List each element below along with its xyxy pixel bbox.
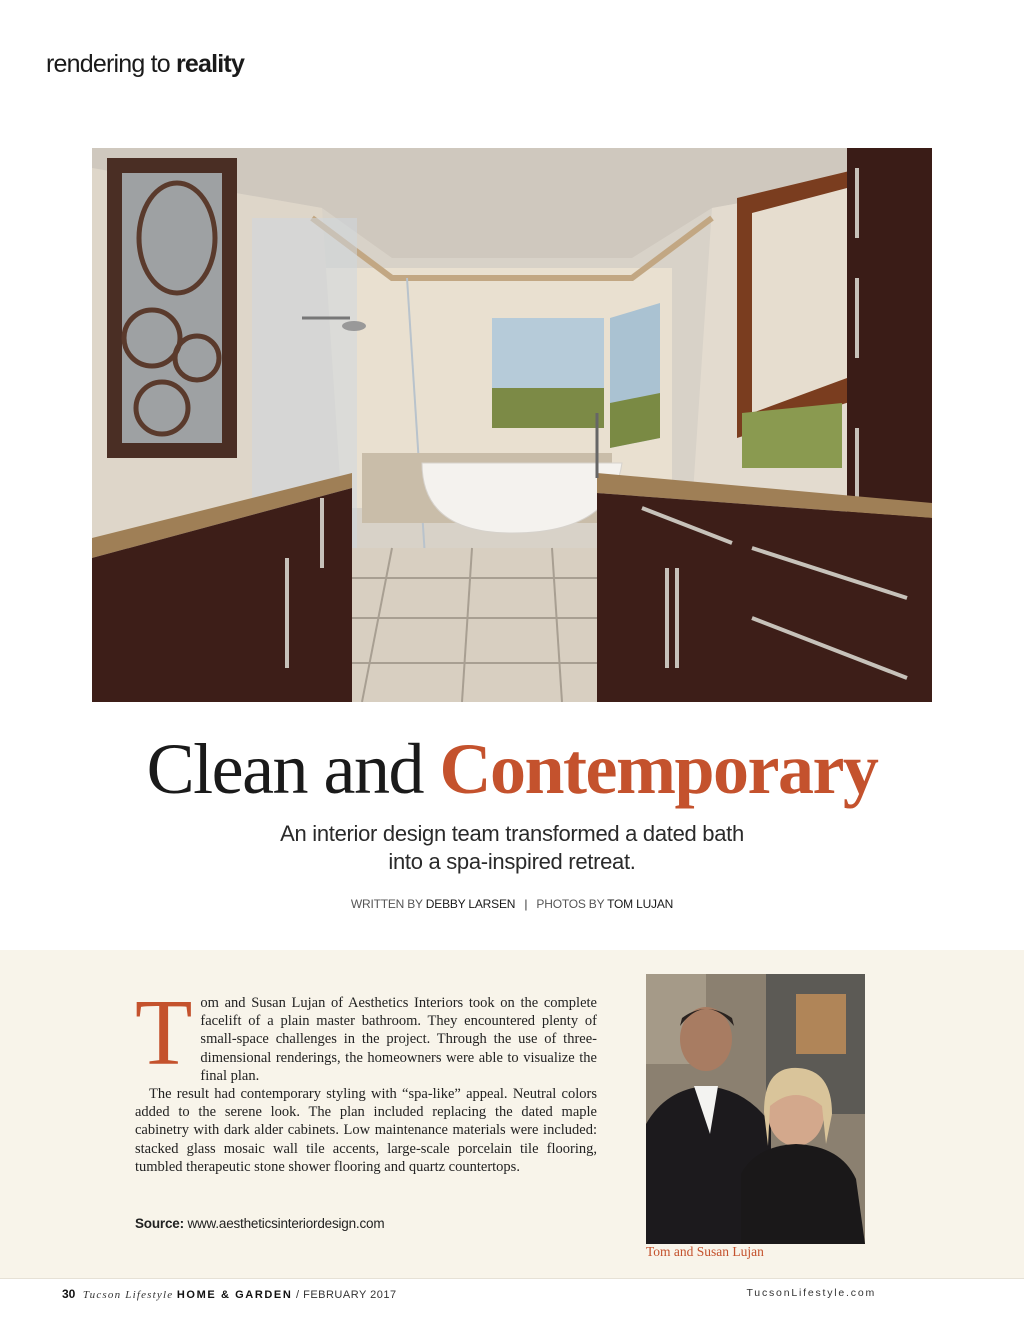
section-tag [46,50,244,79]
headline [0,728,1024,811]
deck-line-1: An interior design team transformed a dated bath [280,821,744,846]
byline [0,897,1024,911]
photo-caption: Tom and Susan Lujan [646,1244,764,1259]
source-link[interactable]: www.aestheticsinteriordesign.com [187,1216,385,1231]
headline-accent: Contemporary [439,729,878,809]
magazine-section: HOME & GARDEN [176,1289,293,1301]
source-line [135,1216,384,1231]
article-paragraph-1: om and Susan Lujan of Aesthetics Interiors took on the complete facelift of a plain master bathroom. They encountered plenty of small-space challenges in the project. Through the use of three-dimensional renderings, the homeowners were able to visualize the final plan. [200,995,597,1084]
deck-line-2: into a spa-inspired retreat. [388,849,636,874]
deck [212,820,812,876]
byline-separator: | [524,897,528,911]
portrait-photo [646,974,865,1244]
headline-light: Clean and [146,729,423,809]
portrait-illustration [646,974,865,1244]
folio [62,1287,397,1301]
byline-writer: DEBBY LARSEN [425,897,516,911]
source-label: Source: [135,1216,184,1231]
section-tag-light: rendering to [46,50,170,78]
footer-rule [0,1278,1024,1279]
hero-illustration [92,148,932,702]
section-tag-bold: reality [175,50,245,78]
issue-date: / FEBRUARY 2017 [295,1289,397,1301]
article-paragraph-2: The result had contemporary styling with “spa-like” appeal. Neutral colors added to the serene look. The plan included replacing the dated maple cabinetry with dark alder cabinets. Low maintenance materials were included: stacked glass mosaic wall tile accents, large-scale porcelain tile flooring, tumbled therapeutic stone shower flooring and quartz countertops. [135,1086,597,1175]
byline-photographer: TOM LUJAN [607,897,674,911]
article-body [135,981,597,1176]
website-link[interactable]: TucsonLifestyle.com [746,1287,876,1299]
byline-written-label: WRITTEN BY [350,897,423,911]
page-number: 30 [62,1287,76,1301]
drop-cap: T [135,981,193,1085]
magazine-name: Tucson Lifestyle [82,1289,174,1301]
byline-photos-label: PHOTOS BY [536,897,605,911]
bathroom-rendering-image [92,148,932,702]
